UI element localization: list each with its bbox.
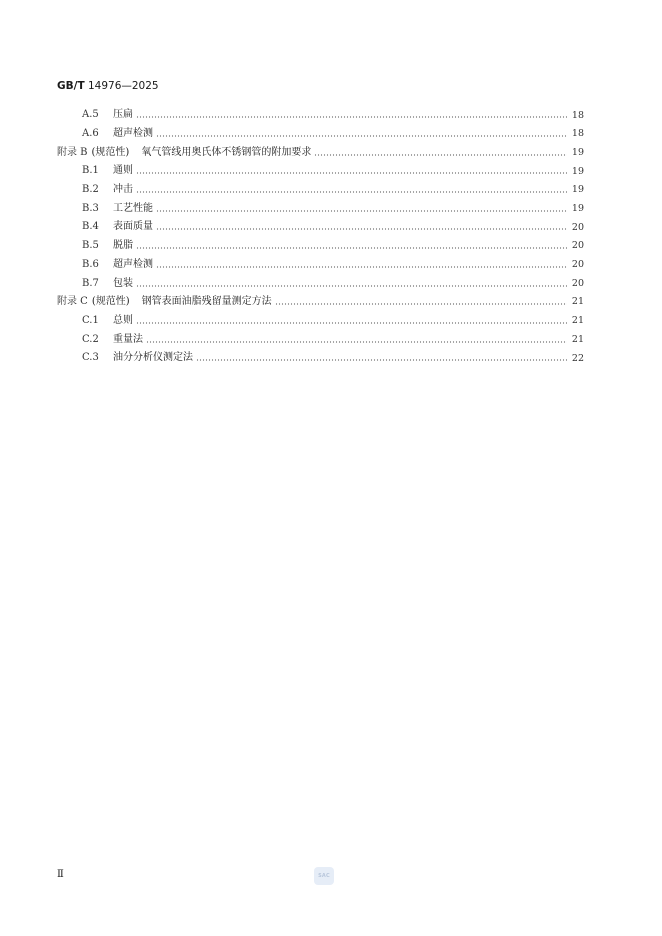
toc-entry-page: 21 [571, 296, 584, 308]
toc-dot-leader [136, 285, 567, 287]
toc-entry-number: 附录 C [57, 296, 88, 308]
toc-entry-page: 20 [571, 240, 584, 252]
toc-dot-leader [136, 191, 567, 193]
toc-entry-title: 通则 [113, 165, 133, 177]
toc-entry-title: 包装 [113, 277, 133, 289]
toc-dot-leader [196, 359, 567, 361]
toc-entry-number: A.6 [82, 128, 99, 140]
toc-entry-page: 22 [571, 352, 584, 364]
toc-appendix-entry[interactable] [57, 293, 584, 312]
toc-entry-page: 20 [571, 259, 584, 271]
toc-entry-number: B.5 [82, 240, 99, 252]
standard-number: 14976—2025 [87, 80, 159, 92]
toc-entry-title: 工艺性能 [113, 202, 153, 214]
toc-entry-page: 19 [571, 165, 584, 177]
toc-entry-title: 钢管表面油脂残留量测定方法 [141, 296, 272, 308]
toc-entry-title: 油分分析仪测定法 [113, 352, 193, 364]
toc-dot-leader [156, 135, 567, 137]
toc-entry[interactable] [57, 162, 584, 181]
toc-entry-title: 超声检测 [113, 128, 153, 140]
toc-entry-number: C.3 [82, 352, 99, 364]
toc-entry-number: B.7 [82, 277, 99, 289]
toc-entry-page: 20 [571, 221, 584, 233]
toc-dot-leader [156, 266, 567, 268]
toc-entry[interactable] [57, 274, 584, 293]
toc-entry-number: B.1 [82, 165, 99, 177]
toc-dot-leader [136, 322, 567, 324]
toc-dot-leader [136, 116, 567, 118]
toc-entry-title: 冲击 [113, 184, 133, 196]
standard-code: GB/T [57, 80, 85, 92]
toc-entry-number: A.5 [82, 109, 99, 121]
toc-entry[interactable] [57, 330, 584, 349]
toc-entry-title: 压扁 [113, 109, 133, 121]
toc-entry-title: 重量法 [113, 333, 143, 345]
toc-entry[interactable] [57, 181, 584, 200]
toc-entry-title: 总则 [113, 314, 133, 326]
toc-dot-leader [146, 341, 567, 343]
toc-entry[interactable] [57, 125, 584, 144]
page-number-roman: Ⅱ [57, 869, 64, 880]
toc-entry-title: 脱脂 [113, 240, 133, 252]
toc-entry[interactable] [57, 218, 584, 237]
toc-entry-page: 18 [571, 128, 584, 140]
toc-entry-number: C.2 [82, 333, 99, 345]
toc-entry[interactable] [57, 256, 584, 275]
toc-entry[interactable] [57, 199, 584, 218]
toc-entry-page: 20 [571, 277, 584, 289]
toc-appendix-entry[interactable] [57, 143, 584, 162]
toc-entry-number: 附录 B [57, 146, 88, 158]
toc-entry-classification: (规范性) [91, 296, 130, 308]
toc-dot-leader [136, 247, 567, 249]
toc-dot-leader [156, 210, 567, 212]
toc-entry-number: B.4 [82, 221, 99, 233]
toc-entry-number: B.3 [82, 202, 99, 214]
toc-entry-number: B.6 [82, 258, 99, 270]
toc-entry[interactable] [57, 237, 584, 256]
toc-entry-page: 21 [571, 333, 584, 345]
toc-entry[interactable] [57, 312, 584, 331]
toc-entry[interactable] [57, 349, 584, 368]
toc-entry-page: 19 [571, 146, 584, 158]
toc-dot-leader [156, 228, 567, 230]
toc-entry-page: 19 [571, 184, 584, 196]
sac-watermark-logo: SAC [314, 867, 334, 885]
table-of-contents [57, 106, 584, 368]
toc-entry-title: 表面质量 [113, 221, 153, 233]
toc-entry-page: 18 [571, 109, 584, 121]
toc-entry-number: C.1 [82, 314, 99, 326]
document-header [57, 80, 159, 92]
toc-entry-title: 氧气管线用奥氏体不锈钢管的附加要求 [141, 146, 312, 158]
toc-entry-title: 超声检测 [113, 258, 153, 270]
toc-entry-page: 21 [571, 315, 584, 327]
toc-dot-leader [136, 172, 567, 174]
toc-dot-leader [275, 303, 567, 305]
toc-entry-classification: (规范性) [91, 146, 130, 158]
toc-dot-leader [314, 154, 567, 156]
toc-entry[interactable] [57, 106, 584, 125]
toc-entry-page: 19 [571, 203, 584, 215]
toc-entry-number: B.2 [82, 184, 99, 196]
